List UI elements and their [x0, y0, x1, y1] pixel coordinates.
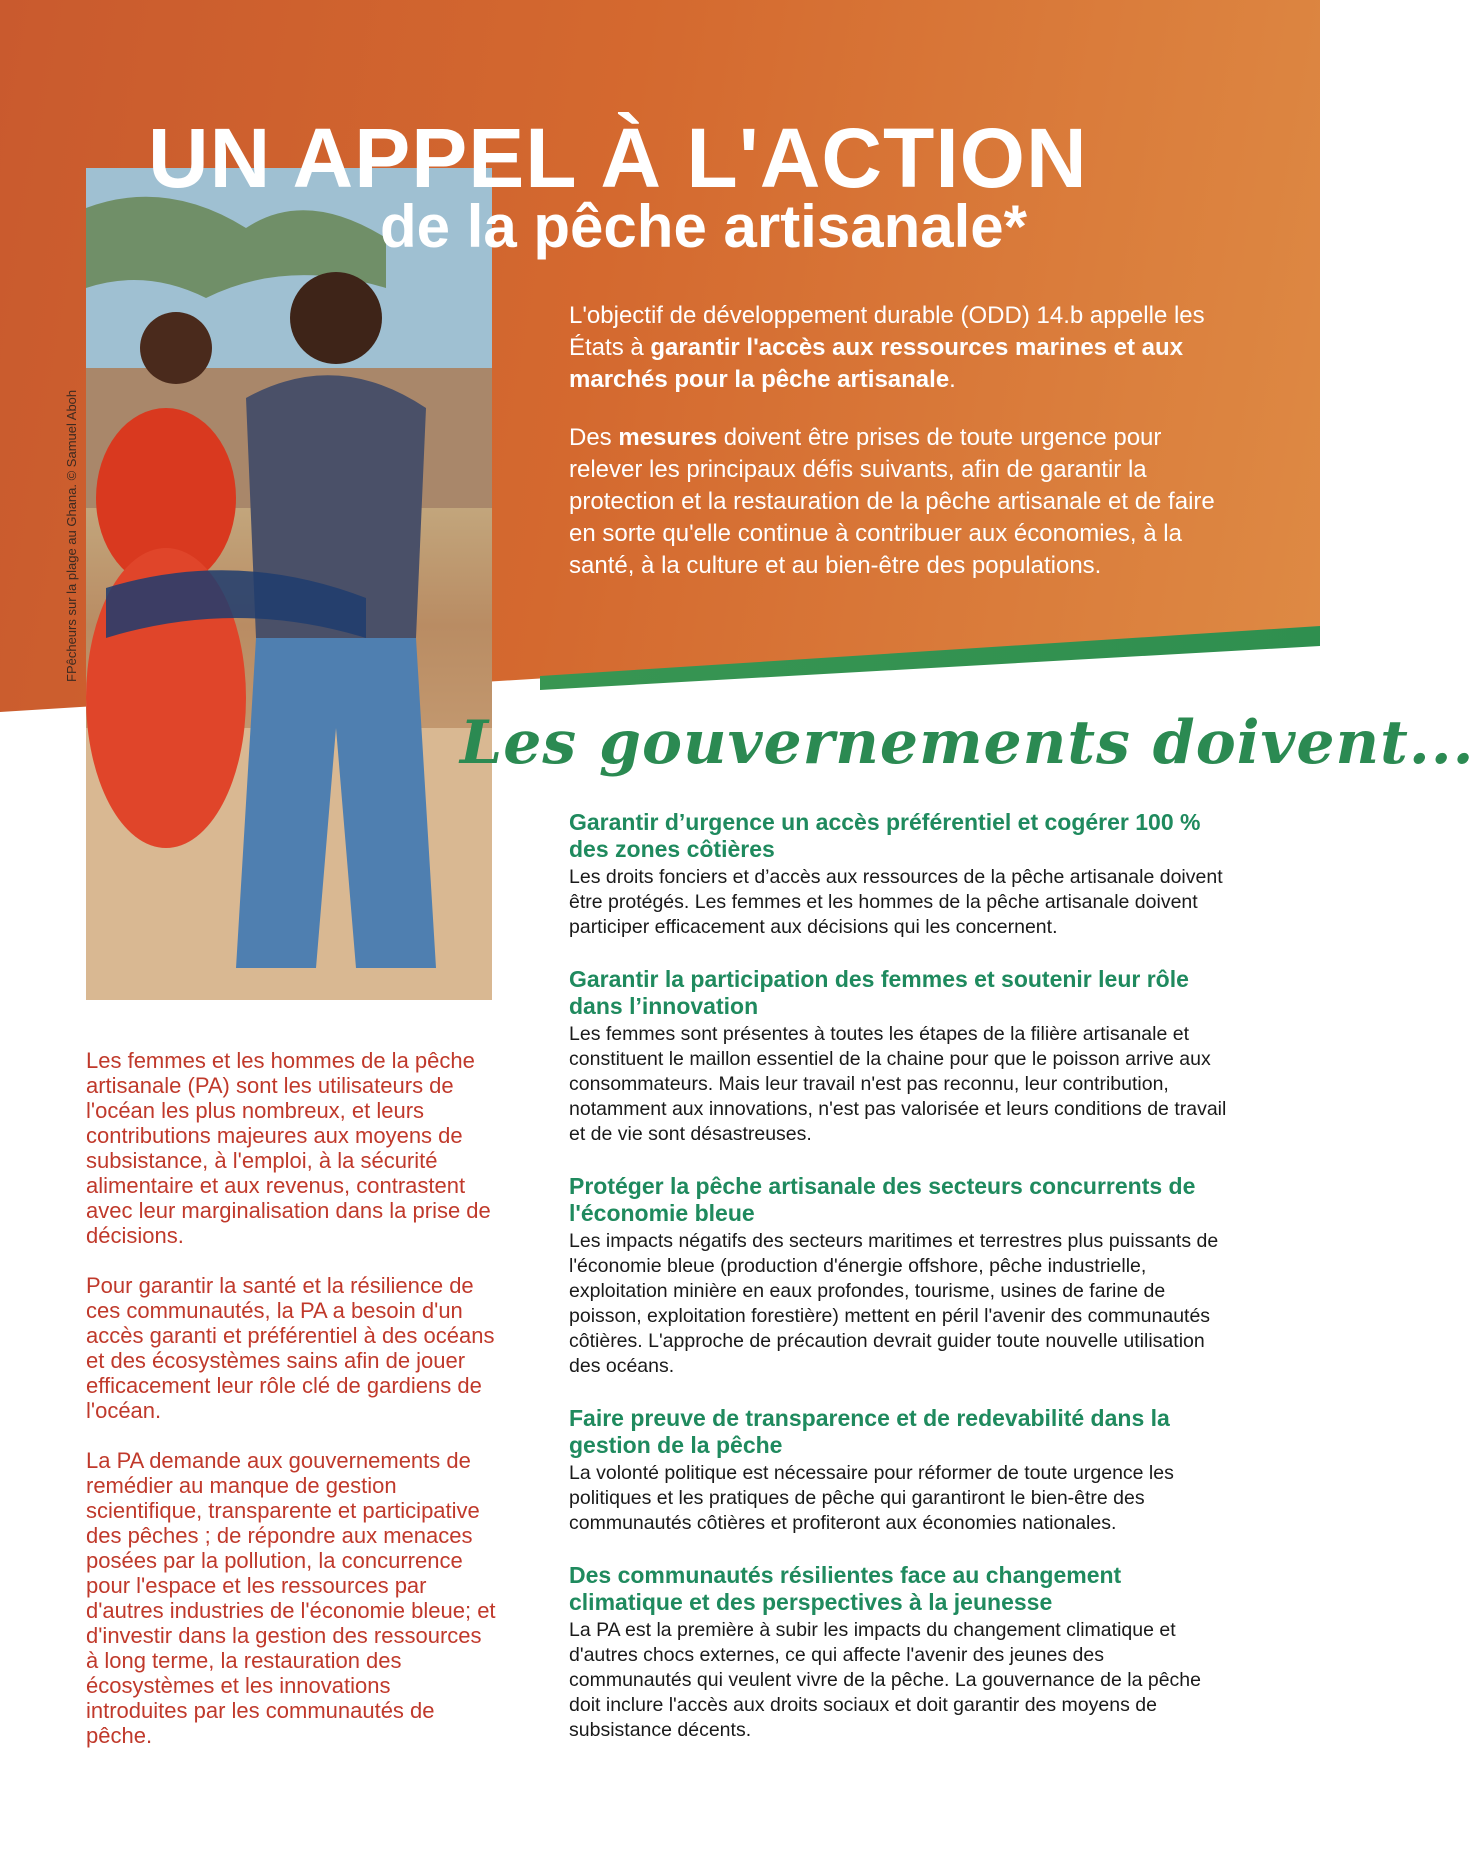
- intro-text: [569, 300, 1229, 608]
- left-paragraph: Pour garantir la santé et la résilience de ces communautés, la PA a besoin d'un accès garanti et préférentiel à des océans et des écosystèmes sains afin de jouer efficacement leur rôle clé de gardiens de l'océan.: [86, 1273, 495, 1423]
- action-item: [569, 1405, 1229, 1536]
- intro-paragraph-2: [569, 422, 1229, 582]
- left-paragraph: Les femmes et les hommes de la pêche artisanale (PA) sont les utilisateurs de l'océan les plus nombreux, et leurs contributions majeures aux moyens de subsistance, à l'emploi, à la sécurité alimentaire et aux revenus, contrastent avec leur marginalisation dans la prise de décisions.: [86, 1048, 491, 1248]
- action-body: La PA est la première à subir les impacts du changement climatique et d'autres chocs externes, ce qui affecte l'avenir des jeunes des communautés qui veulent vivre de la pêche. La gouvernance de la pêche doit inclure l'accès aux droits sociaux et doit garantir des moyens de subsistance décents.: [569, 1619, 1201, 1741]
- action-body: Les droits fonciers et d’accès aux ressources de la pêche artisanale doivent être protégés. Les femmes et les hommes de la pêche artisanale doivent participer efficacement aux décisions qui les concernent.: [569, 866, 1223, 938]
- left-paragraph: La PA demande aux gouvernements de remédier au manque de gestion scientifique, transparente et participative des pêches ; de répondre aux menaces posées par la pollution, la concurrence pour l'espace et les ressources par d'autres industries de l'économie bleue; et d'investir dans la gestion des ressources à long terme, la restauration des écosystèmes et les innovations introduites par les communautés de pêche.: [86, 1448, 496, 1748]
- action-title: Protéger la pêche artisanale des secteurs concurrents de l'économie bleue: [569, 1173, 1196, 1226]
- action-title: Garantir d’urgence un accès préférentiel et cogérer 100 % des zones côtières: [569, 809, 1201, 862]
- action-item: [569, 1562, 1229, 1743]
- left-column: [86, 1048, 496, 1773]
- action-body: Les impacts négatifs des secteurs maritimes et terrestres plus puissants de l'économie bleue (production d'énergie offshore, pêche industrielle, exploitation minière en eaux profondes, tourisme, usines de farine de poisson, exploitation forestière) mettent en péril l'avenir des communautés côtières. L'approche de précaution devrait guider toute nouvelle utilisation des océans.: [569, 1230, 1219, 1377]
- action-body: La volonté politique est nécessaire pour réformer de toute urgence les politiques et les pratiques de pêche qui garantiront le bien-être des communautés côtières et profiteront aux économies nationales.: [569, 1462, 1174, 1534]
- photo-illustration: [86, 168, 492, 1000]
- intro-p2-bold: mesures: [618, 424, 718, 451]
- photo-credit: FPêcheurs sur la plage au Ghana. © Samuel Aboh: [64, 389, 79, 682]
- action-item: [569, 966, 1229, 1147]
- action-title: Garantir la participation des femmes et soutenir leur rôle dans l’innovation: [569, 966, 1189, 1019]
- action-item: [569, 809, 1229, 940]
- intro-p2-text: Des: [569, 424, 619, 451]
- page-subtitle: de la pêche artisanale*: [380, 193, 1027, 260]
- action-body: Les femmes sont présentes à toutes les étapes de la filière artisanale et constituent le maillon essentiel de la chaine pour que le poisson arrive aux consommateurs. Mais leur travail n'est pas reconnu, leur contribution, notamment aux innovations, n'est pas valorisée et leurs conditions de travail et de vie sont désastreuses.: [569, 1023, 1227, 1145]
- action-list: [569, 809, 1229, 1769]
- action-item: [569, 1173, 1229, 1379]
- intro-p1-text: L'objectif de développement durable (ODD) 14.b appelle les États à: [569, 302, 1205, 361]
- action-title: Des communautés résilientes face au changement climatique et des perspectives à la jeunesse: [569, 1562, 1122, 1615]
- intro-p1-end: .: [949, 366, 956, 393]
- action-title: Faire preuve de transparence et de redevabilité dans la gestion de la pêche: [569, 1405, 1170, 1458]
- intro-p2-rest: doivent être prises de toute urgence pour relever les principaux défis suivants, afin de garantir la protection et la restauration de la pêche artisanale et de faire en sorte qu'elle continue à contribuer aux économies, à la santé, à la culture et au bien-être des populations.: [569, 424, 1215, 579]
- page-title: UN APPEL À L'ACTION: [148, 111, 1088, 205]
- fishermen-photo: [86, 168, 492, 1000]
- intro-paragraph-1: [569, 300, 1229, 396]
- intro-p1-bold: garantir l'accès aux ressources marines et aux marchés pour la pêche artisanale: [569, 334, 1184, 393]
- section-heading: Les gouvernements doivent...: [460, 708, 1475, 778]
